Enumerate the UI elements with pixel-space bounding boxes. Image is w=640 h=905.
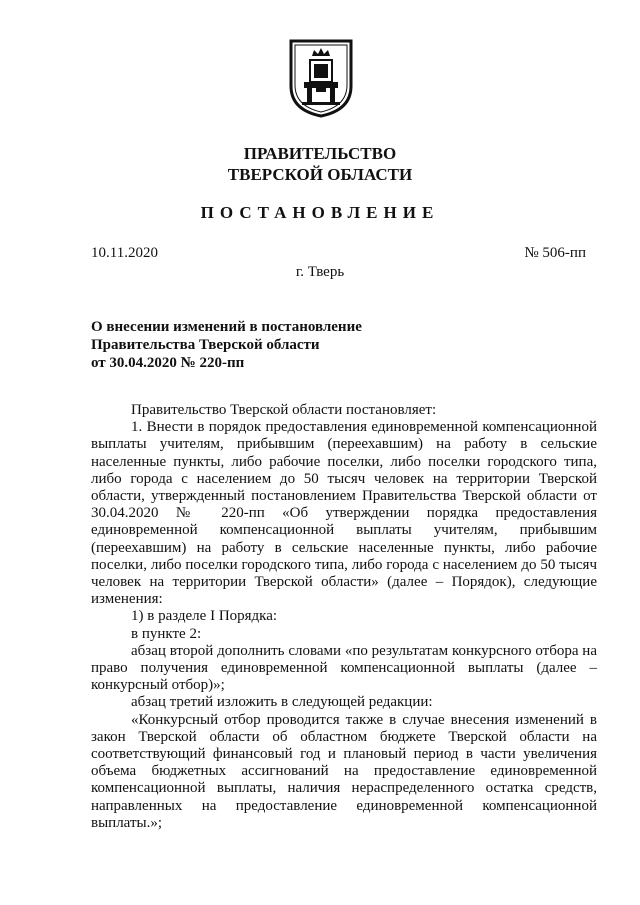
paragraph-5: абзац третий изложить в следующей редакции: (131, 694, 433, 711)
document-date: 10.11.2020 (91, 245, 158, 261)
paragraph-2: 1) в разделе I Порядка: (131, 608, 278, 625)
government-title-line1: ПРАВИТЕЛЬСТВО (243, 144, 397, 163)
paragraph-intro: Правительство Тверской области постановляет: (131, 402, 437, 418)
document-subject (91, 318, 362, 372)
subject-line3: от 30.04.2020 № 220-пп (91, 355, 245, 371)
paragraph-6: «Конкурсный отбор проводится также в случае внесения изменений в закон Тверской области об областном бюджете Тверской области на соответствующий финансовый год и плановый период в части увеличения объема бюджетных ассигнований на предоставление единовременной компенсационной выплаты, наличия нераспределенного остатка средств, направленных на предоставление единовременной компенсационной выплаты.»; (91, 711, 597, 831)
tver-coat-of-arms-icon (288, 38, 354, 118)
paragraph-3: в пункте 2: (131, 625, 202, 642)
paragraph-4: абзац второй дополнить словами «по результатам конкурсного отбора на право получения единовременной компенсационной выплаты (далее – конкурсный отбор)»; (91, 642, 597, 694)
document-number: № 506-пп (524, 245, 586, 261)
government-title-line2: ТВЕРСКОЙ ОБЛАСТИ (227, 165, 413, 184)
document-city: г. Тверь (295, 264, 345, 280)
paragraph-1: 1. Внести в порядок предоставления единовременной компенсационной выплаты учителям, прибывшим (переехавшим) на работу в сельские населенные пункты, либо рабочие поселки, либо поселки городского типа, либо города с населением до 50 тысяч человек на территории Тверской области, утвержденный постановлением Правительства Тверской области от 30.04.2020 № 220-пп «Об утверждении порядка предоставления единовременной компенсационной выплаты учителям, прибывшим (переехавшим) на работу в сельские населенные пункты, либо рабочие поселки, либо поселки городского типа, либо города с населением до 50 тысяч человек на территории Тверской области» (далее – Порядок), следующие изменения: (91, 419, 597, 608)
subject-line1: О внесении изменений в постановление (91, 319, 362, 335)
document-type: ПОСТАНОВЛЕНИЕ (200, 203, 440, 222)
government-title (0, 143, 640, 185)
document-body (91, 402, 597, 832)
subject-line2: Правительства Тверской области (91, 337, 320, 353)
